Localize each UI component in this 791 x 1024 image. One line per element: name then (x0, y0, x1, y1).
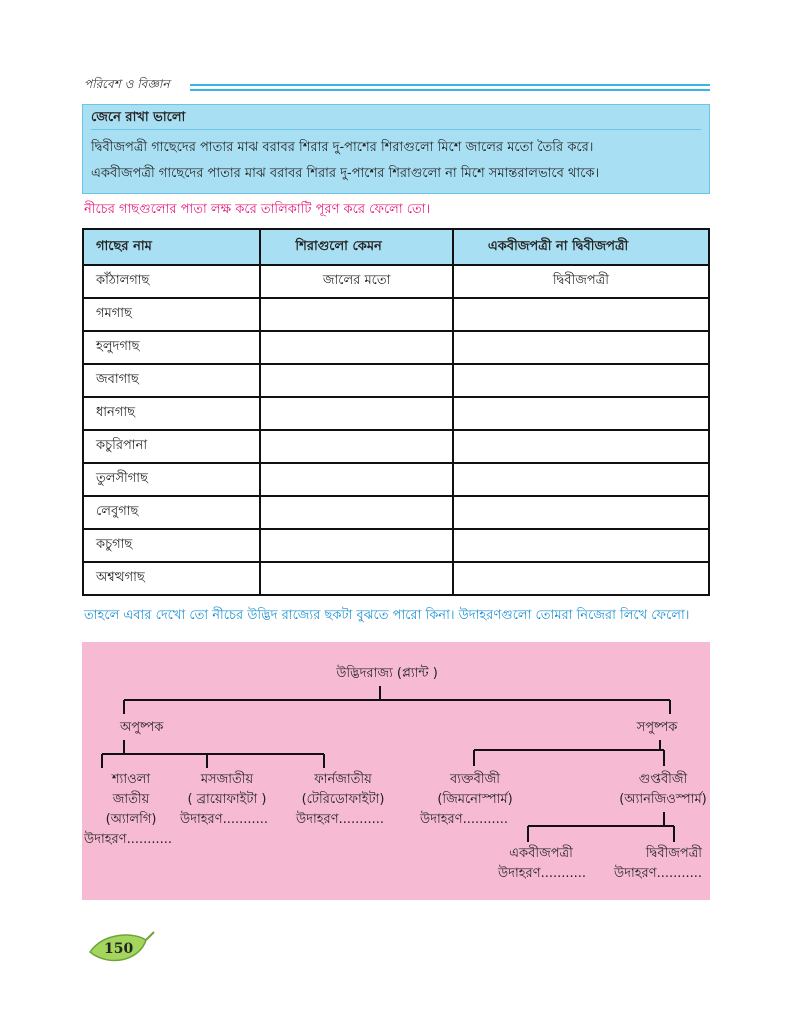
tree-algae-example[interactable]: উদাহরণ........... (84, 832, 173, 847)
tree-fern-line: (টেরিডোফাইটা) (301, 792, 385, 807)
type-cell[interactable] (453, 463, 709, 496)
vein-cell[interactable] (260, 397, 452, 430)
tree-flowering: সপুষ্পক (636, 720, 678, 735)
tree-fern-line: ফার্নজাতীয় (314, 772, 372, 787)
info-line: দ্বিবীজপত্রী গাছেদের পাতার মাঝ বরাবর শিরার দু-পাশের শিরাগুলো মিশে জালের মতো তৈরি করে। (91, 140, 594, 155)
tree-algae-line: (অ্যালগি) (105, 812, 157, 827)
table-row (83, 298, 709, 331)
tree-moss-example[interactable]: উদাহরণ........... (180, 812, 269, 827)
table-row (83, 562, 709, 595)
tree-dicot-example[interactable]: উদাহরণ........... (614, 866, 703, 881)
leaf-table (82, 228, 710, 596)
plant-name: ধানগাছ (83, 397, 260, 430)
type-cell[interactable] (453, 298, 709, 331)
vein-cell[interactable] (260, 298, 452, 331)
plant-name: অশ্বত্থগাছ (83, 562, 260, 595)
tree-gymnosperm-line: ব্যক্তবীজী (450, 772, 500, 787)
vein-cell[interactable] (260, 463, 452, 496)
info-title: জেনে রাখা ভালো (91, 107, 701, 130)
vein-cell[interactable] (260, 496, 452, 529)
table-row (83, 529, 709, 562)
instruction-text: নীচের গাছগুলোর পাতা লক্ষ করে তালিকাটি পূরণ করে ফেলো তো। (84, 202, 431, 217)
table-row (83, 364, 709, 397)
header-rule (190, 89, 710, 91)
col-header-type: একবীজপত্রী না দ্বিবীজপত্রী (453, 229, 709, 265)
tree-gymnosperm-example[interactable]: উদাহরণ........... (420, 812, 509, 827)
tree-algae-line: শ্যাওলা (111, 772, 151, 787)
vein-cell[interactable] (260, 364, 452, 397)
tree-monocot-example[interactable]: উদাহরণ........... (498, 866, 587, 881)
type-cell[interactable]: দ্বিবীজপত্রী (453, 265, 709, 298)
vein-cell[interactable] (260, 529, 452, 562)
plant-name: কচুগাছ (83, 529, 260, 562)
tree-algae (86, 770, 176, 850)
info-line: একবীজপত্রী গাছেদের পাতার মাঝ বরাবর শিরার দু-পাশের শিরাগুলো না মিশে সমান্তরালভাবে থাকে। (91, 166, 600, 181)
type-cell[interactable] (453, 496, 709, 529)
tree-gymnosperm (420, 770, 530, 830)
tree-moss (172, 770, 282, 830)
table-row (83, 331, 709, 364)
vein-cell[interactable] (260, 331, 452, 364)
table-row (83, 463, 709, 496)
tree-angiosperm-line: গুপ্তবীজী (638, 772, 688, 787)
tree-dicot-line: দ্বিবীজপত্রী (645, 846, 702, 861)
type-cell[interactable] (453, 562, 709, 595)
plant-name: হলুদগাছ (83, 331, 260, 364)
table-row (83, 397, 709, 430)
tree-root: উদ্ভিদরাজ্য (প্ল্যান্ট ) (336, 666, 438, 681)
plant-kingdom-tree (82, 642, 710, 900)
tree-monocot (486, 844, 596, 884)
table-row (83, 265, 709, 298)
tree-fern-example[interactable]: উদাহরণ........... (296, 812, 385, 827)
plant-name: তুলসীগাছ (83, 463, 260, 496)
plant-name: কাঁঠালগাছ (83, 265, 260, 298)
plant-name: কচুরিপানা (83, 430, 260, 463)
header-rule (190, 84, 710, 86)
type-cell[interactable] (453, 529, 709, 562)
table-header-row (83, 229, 709, 265)
col-header-plant: গাছের নাম (83, 229, 260, 265)
tree-fern (288, 770, 398, 830)
tree-dicot (608, 844, 708, 884)
vein-cell[interactable]: জালের মতো (260, 265, 452, 298)
col-header-veins: শিরাগুলো কেমন (260, 229, 452, 265)
table-row (83, 430, 709, 463)
plant-name: জবাগাছ (83, 364, 260, 397)
header-title: পরিবেশ ও বিজ্ঞান (84, 77, 170, 91)
tree-gymnosperm-line: (জিমনোস্পার্ম) (437, 792, 513, 807)
page-number-leaf (86, 930, 156, 974)
type-cell[interactable] (453, 364, 709, 397)
tree-angiosperm (608, 770, 718, 810)
page-number: 150 (104, 941, 134, 957)
table-row (83, 496, 709, 529)
info-box (82, 104, 710, 194)
tree-algae-line: জাতীয় (112, 792, 150, 807)
type-cell[interactable] (453, 430, 709, 463)
vein-cell[interactable] (260, 562, 452, 595)
type-cell[interactable] (453, 331, 709, 364)
tree-monocot-line: একবীজপত্রী (509, 846, 573, 861)
tree-moss-line: মসজাতীয় (200, 772, 254, 787)
tree-moss-line: ( ব্রায়োফাইটা ) (187, 792, 267, 807)
tree-non-flowering: অপুষ্পক (120, 720, 164, 735)
plant-name: গমগাছ (83, 298, 260, 331)
vein-cell[interactable] (260, 430, 452, 463)
type-cell[interactable] (453, 397, 709, 430)
tree-angiosperm-line: (অ্যানজিওস্পার্ম) (619, 792, 707, 807)
plant-name: লেবুগাছ (83, 496, 260, 529)
question-text: তাহলে এবার দেখো তো নীচের উদ্ভিদ রাজ্যের ছকটা বুঝতে পারো কিনা। উদাহরণগুলো তোমরা নিজেরা লিখে ফেলো। (84, 608, 690, 623)
